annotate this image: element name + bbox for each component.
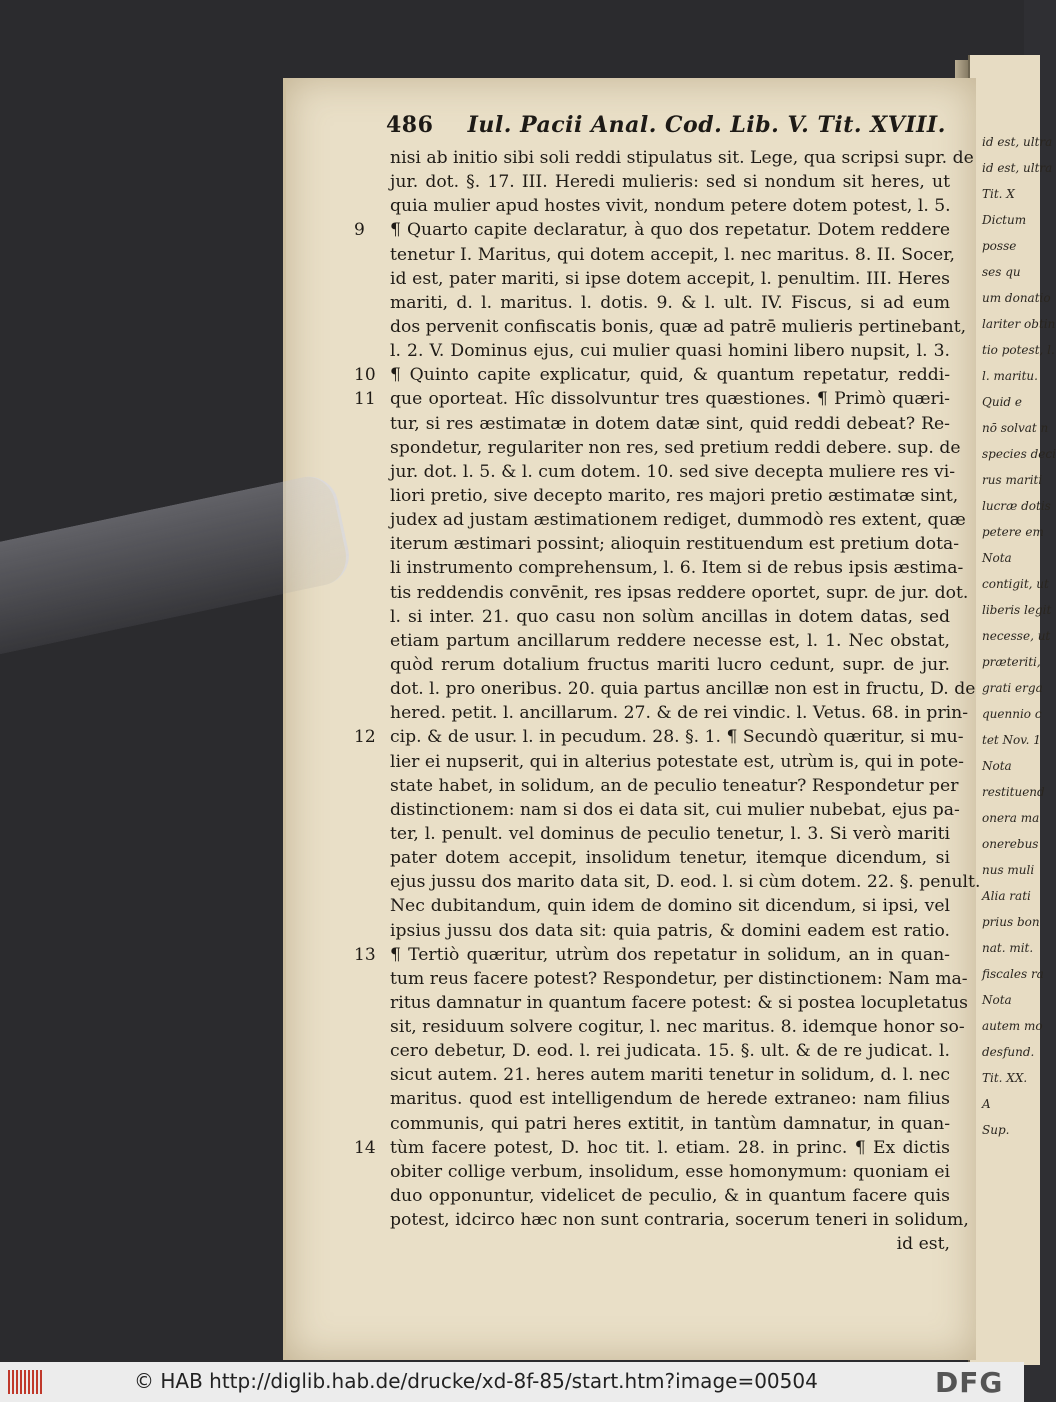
facing-page-fragment: posse (982, 239, 1017, 253)
line-text: etiam partum ancillarum reddere necesse est, l. 1. Nec obstat, (390, 630, 950, 651)
text-line (390, 291, 950, 315)
text-line (390, 532, 960, 556)
margin-number: 10 (354, 365, 376, 386)
line-text: obiter collige verbum, insolidum, esse homonymum: quoniam ei (390, 1161, 950, 1182)
text-line (354, 218, 950, 242)
text-line (390, 701, 969, 725)
text-line (390, 1184, 950, 1208)
facing-page-fragment: tio potest, l. (982, 343, 1055, 357)
text-line (390, 846, 950, 870)
line-text: que oporteat. Hîc dissolvuntur tres quæstiones. ¶ Primò quæri- (390, 389, 950, 410)
line-text: jur. dot. §. 17. III. Heredi mulieris: sed si nondum sit heres, ut (390, 172, 950, 193)
line-text: jur. dot. l. 5. & l. cum dotem. 10. sed sive decepta muliere res vi- (390, 461, 955, 482)
margin-number: 11 (354, 389, 376, 410)
text-line (390, 1063, 950, 1087)
line-text: quia mulier apud hostes vivit, nondum petere dotem potest, l. 5. (390, 196, 951, 217)
text-line (390, 894, 950, 918)
text-line (354, 387, 950, 411)
facing-page-fragment: quennio c (982, 707, 1042, 721)
barcode-icon (8, 1370, 42, 1394)
line-text: potest, idcirco hæc non sunt contraria, socerum teneri in solidum, (390, 1210, 969, 1231)
line-text: iterum æstimari possint; alioquin restituendum est pretium dota- (390, 534, 960, 555)
facing-page-fragment: restituend (982, 785, 1045, 799)
line-text: li instrumento comprehensum, l. 6. Item si de rebus ipsis æstima- (390, 558, 964, 579)
text-line (390, 412, 950, 436)
line-text: ¶ Quarto capite declaratur, à quo dos repetatur. Dotem reddere (390, 220, 950, 241)
text-line (390, 774, 959, 798)
text-line (390, 1112, 950, 1136)
line-text: sicut autem. 21. heres autem mariti tenetur in solidum, d. l. nec (390, 1065, 950, 1086)
text-line (390, 556, 964, 580)
line-text: id est, pater mariti, si ipse dotem accepit, l. penultim. III. Heres (390, 268, 950, 289)
line-text: ejus jussu dos marito data sit, D. eod. l. si cùm dotem. 22. §. penult. (390, 872, 981, 893)
line-text: dos pervenit confiscatis bonis, quæ ad patrē mulieris pertinebant, (390, 316, 967, 337)
text-line (390, 1015, 965, 1039)
line-text: mariti, d. l. maritus. l. dotis. 9. & l. ult. IV. Fiscus, si ad eum (390, 292, 950, 313)
text-line (390, 460, 955, 484)
facing-page-fragment: prius bon (982, 915, 1040, 929)
facing-page-fragment: Alia rati (982, 889, 1031, 903)
footer-bar (0, 1362, 1024, 1402)
text-line (390, 1087, 950, 1111)
facing-page-fragment: Tit. XX. (982, 1071, 1028, 1085)
line-text: ¶ Quinto capite explicatur, quid, & quantum repetatur, reddi- (390, 365, 950, 386)
line-text: ¶ Tertiò quæritur, utrùm dos repetatur in solidum, an in quan- (390, 944, 950, 965)
margin-number: 14 (354, 1137, 376, 1158)
facing-page-fragment: grati erga (982, 681, 1043, 695)
facing-page-fragment: Nota (982, 551, 1012, 565)
text-line (390, 436, 961, 460)
text-line (390, 243, 956, 267)
text-line (390, 798, 960, 822)
line-text: tum reus facere potest? Respondetur, per distinctionem: Nam ma- (390, 968, 968, 989)
text-line (354, 725, 964, 749)
facing-page-fragment: liberis legit (982, 603, 1052, 617)
line-text: sit, residuum solvere cogitur, l. nec maritus. 8. idemque honor so- (390, 1017, 965, 1038)
line-text: state habet, in solidum, an de peculio teneatur? Respondetur per (390, 775, 959, 796)
facing-page-fragment: ses qu (982, 265, 1021, 279)
body-text (354, 146, 981, 1256)
text-line (390, 484, 959, 508)
line-text: ritus damnatur in quantum facere potest: & si postea locupletatus (390, 992, 968, 1013)
text-line (390, 1160, 950, 1184)
line-text: ipsius jussu dos data sit: quia patris, & domini eadem est ratio. (390, 920, 950, 941)
facing-page-fragment: petere em (982, 525, 1044, 539)
line-text: tis reddendis convēnit, res ipsas reddere oportet, supr. de jur. dot. (390, 582, 969, 603)
facing-page-fragment: lariter obtin (982, 317, 1056, 331)
source-credit: © HAB http://diglib.hab.de/drucke/xd-8f-85/start.htm?image=00504 (134, 1369, 818, 1393)
line-text: l. 2. V. Dominus ejus, cui mulier quasi homini libero nupsit, l. 3. (390, 341, 950, 362)
line-text: duo opponuntur, videlicet de peculio, & in quantum facere quis (390, 1186, 950, 1207)
line-text: cero debetur, D. eod. l. rei judicata. 15. §. ult. & de re judicat. l. (390, 1041, 950, 1062)
text-line (390, 677, 976, 701)
facing-page-fragment: nat. mit. (982, 941, 1034, 955)
line-text: Nec dubitandum, quin idem de domino sit dicendum, si ipsi, vel (390, 896, 950, 917)
margin-number: 13 (354, 944, 376, 965)
line-text: judex ad justam æstimationem rediget, dummodò res extent, quæ (390, 510, 966, 531)
page-number: 486 (386, 112, 434, 138)
facing-page-fragment: tet Nov. 1 (982, 733, 1041, 747)
text-line (390, 339, 950, 363)
facing-page-fragment: id est, ultra (982, 135, 1053, 149)
text-line (390, 267, 950, 291)
text-line (390, 991, 968, 1015)
text-line (390, 170, 950, 194)
margin-number: 12 (354, 727, 376, 748)
text-line (390, 822, 950, 846)
text-line (390, 750, 964, 774)
text-line (390, 581, 969, 605)
facing-page-fragment: um donatio (982, 291, 1051, 305)
text-line (390, 315, 967, 339)
line-text: ter, l. penult. vel dominus de peculio tenetur, l. 3. Si verò mariti (390, 823, 950, 844)
line-text: quòd rerum dotalium fructus mariti lucro cedunt, supr. de jur. (390, 654, 950, 675)
margin-number: 9 (354, 220, 365, 241)
facing-page-fragment: Dictum (982, 213, 1027, 227)
line-text: tùm facere potest, D. hoc tit. l. etiam. 28. in princ. ¶ Ex dictis (390, 1137, 950, 1158)
facing-page-fragment: desfund. (982, 1045, 1035, 1059)
line-text: nisi ab initio sibi soli reddi stipulatus sit. Lege, qua scripsi supr. de (390, 148, 974, 168)
facing-page-fragment: id est, ultra (982, 161, 1053, 175)
line-text: maritus. quod est intelligendum de herede extraneo: nam filius (390, 1089, 950, 1110)
facing-page-fragment: Quid e (982, 395, 1023, 409)
facing-page-fragment: fiscales ra (982, 967, 1044, 981)
facing-page-edge (968, 55, 1056, 1365)
facing-page-fragment: Nota (982, 759, 1012, 773)
facing-page-fragment: Tit. X (982, 187, 1015, 201)
text-line (390, 508, 966, 532)
facing-page-fragment: rus mariti (982, 473, 1043, 487)
line-text: lier ei nupserit, qui in alterius potestate est, utrùm is, qui in pote- (390, 751, 964, 772)
running-title: Iul. Pacii Anal. Cod. Lib. V. Tit. XVIII. (467, 112, 946, 138)
book-page (283, 78, 981, 1360)
facing-page-fragment: lucræ dotis (982, 499, 1051, 513)
facing-page-fragment: præteriti, (982, 655, 1041, 669)
text-line (390, 653, 950, 677)
text-line (390, 870, 981, 894)
line-text: liori pretio, sive decepto marito, res majori pretio æstimatæ sint, (390, 485, 959, 506)
line-text: hered. petit. l. ancillarum. 27. & de rei vindic. l. Vetus. 68. in prin- (390, 703, 969, 724)
text-line (390, 1208, 969, 1232)
line-text: spondetur, regulariter non res, sed pretium reddi debere. sup. de (390, 437, 961, 458)
facing-page-fragment: onerebus (982, 837, 1039, 851)
line-text: id est, (896, 1234, 950, 1255)
facing-page-fragment: Nota (982, 993, 1012, 1007)
text-line (390, 146, 974, 170)
facing-page-fragment: onera ma (982, 811, 1040, 825)
text-line (390, 194, 950, 218)
facing-page-fragment: necesse, ut (982, 629, 1051, 643)
line-text: pater dotem accepit, insolidum tenetur, itemque dicendum, si (390, 848, 950, 869)
facing-page-fragment: species deci (982, 447, 1056, 461)
line-text: communis, qui patri heres extitit, in tantùm damnatur, in quan- (390, 1113, 950, 1134)
line-text: distinctionem: nam si dos ei data sit, cui mulier nubebat, ejus pa- (390, 799, 960, 820)
dfg-logo: DFG (935, 1366, 1004, 1399)
text-line (354, 363, 950, 387)
text-line (390, 1232, 950, 1256)
text-line (390, 605, 950, 629)
line-text: tur, si res æstimatæ in dotem datæ sint, quid reddi debeat? Re- (390, 413, 950, 434)
line-text: tenetur I. Maritus, qui dotem accepit, l. nec maritus. 8. II. Socer, (390, 244, 956, 265)
facing-page-fragment: nō solvat n (982, 421, 1049, 435)
facing-page-fragment: autem mo (982, 1019, 1043, 1033)
facing-page-fragment: A (982, 1097, 991, 1111)
facing-page-fragment: nus muli (982, 863, 1035, 877)
text-line (390, 1039, 950, 1063)
text-line (390, 629, 950, 653)
facing-page-fragment: l. maritu. (982, 369, 1038, 383)
text-line (354, 1136, 950, 1160)
running-header (386, 112, 946, 138)
line-text: dot. l. pro oneribus. 20. quia partus ancillæ non est in fructu, D. de (390, 679, 976, 700)
text-line (390, 919, 950, 943)
line-text: l. si inter. 21. quo casu non solùm ancillas in dotem datas, sed (390, 606, 950, 627)
text-line (354, 943, 950, 967)
line-text: cip. & de usur. l. in pecudum. 28. §. 1. ¶ Secundò quæritur, si mu- (390, 727, 964, 748)
facing-page-fragment: contigit, ut (982, 577, 1049, 591)
text-line (390, 967, 968, 991)
facing-page-fragment: Sup. (982, 1123, 1010, 1137)
